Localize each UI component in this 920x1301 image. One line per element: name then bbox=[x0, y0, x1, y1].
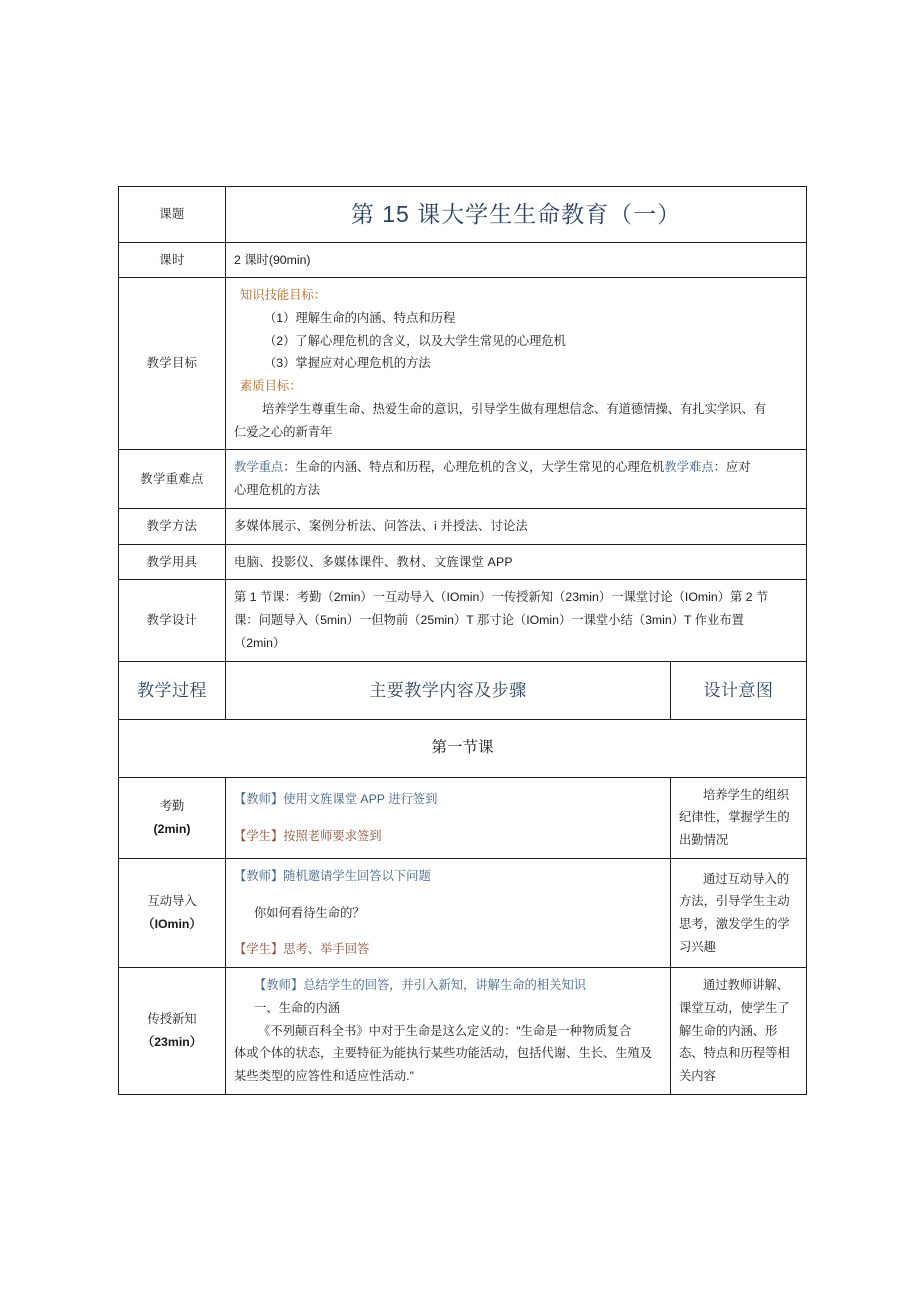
table-row-new-knowledge bbox=[119, 968, 807, 1095]
speaker-teacher-text: 随机邀请学生回答以下问题 bbox=[283, 868, 431, 883]
table-row-attendance bbox=[119, 777, 807, 858]
design-line: 第 1 节课：考勤（2min）一互动导入（IOmin）一传授新知（23min）一课堂讨论（IOmin）第 2 节 bbox=[234, 590, 769, 605]
quality-objectives-text: 培养学生尊重生命、热爱生命的意识，引导学生做有理想信念、有道德情操、有扎实学识、有 bbox=[262, 401, 767, 416]
content-line-student bbox=[234, 825, 662, 848]
tools-value: 电脑、投影仪、多媒体课件、教材、文旌课堂 APP bbox=[226, 544, 807, 580]
keypoints-line2: 心理危机的方法 bbox=[234, 483, 321, 498]
stage-time: (2min) bbox=[153, 821, 191, 836]
table-row-keypoints bbox=[119, 450, 807, 508]
table-row-objectives bbox=[119, 278, 807, 450]
content-attendance bbox=[226, 777, 671, 858]
table-row-hours bbox=[119, 242, 807, 278]
speaker-student-label: 【学生】 bbox=[234, 942, 284, 957]
objective-item: （3）掌握应对心理危机的方法 bbox=[264, 356, 431, 371]
content-paragraph-cont: 体或个体的状态，主要特征为能执行某些功能活动，包括代谢、生长、生殖及 bbox=[234, 1046, 653, 1061]
table-row-methods bbox=[119, 508, 807, 544]
row-label-objectives: 教学目标 bbox=[119, 278, 226, 450]
quality-objectives-text-cont: 仁爱之心的新青年 bbox=[234, 424, 333, 439]
header-process: 教学过程 bbox=[119, 661, 226, 719]
speaker-teacher-label: 【教师】 bbox=[234, 792, 284, 807]
content-spacer bbox=[234, 924, 662, 938]
knowledge-objectives-heading: 知识技能目标： bbox=[240, 288, 327, 303]
section-title: 第一节课 bbox=[119, 720, 807, 778]
intent-attendance: 培养学生的组织纪律性，掌握学生的出勤情况 bbox=[671, 777, 807, 858]
table-row-topic bbox=[119, 187, 807, 243]
content-new-knowledge bbox=[226, 968, 671, 1095]
table-row-design bbox=[119, 580, 807, 661]
stage-name: 互动导入 bbox=[147, 894, 197, 909]
speaker-teacher-text: 总结学生的回答，并引入新知，讲解生命的相关知识 bbox=[303, 978, 587, 993]
content-spacer bbox=[234, 888, 662, 902]
content-line-teacher bbox=[234, 974, 662, 997]
stage-attendance bbox=[119, 777, 226, 858]
row-label-keypoints: 教学重难点 bbox=[119, 450, 226, 508]
lesson-plan-table bbox=[118, 186, 807, 1095]
speaker-teacher-text: 使用文旌课堂 APP 进行签到 bbox=[283, 792, 438, 807]
stage-name: 考勤 bbox=[159, 799, 185, 814]
speaker-student-label: 【学生】 bbox=[234, 828, 284, 843]
stage-interactive-intro bbox=[119, 858, 226, 967]
content-subheading: 一、生命的内涵 bbox=[254, 1000, 341, 1015]
table-row-tools bbox=[119, 544, 807, 580]
design-cell bbox=[226, 580, 807, 661]
objective-item: （1）理解生命的内涵、特点和历程 bbox=[264, 311, 456, 326]
content-line-teacher bbox=[234, 865, 662, 888]
hours-value: 2 课时(90min) bbox=[226, 242, 807, 278]
content-paragraph-cont: 某些类型的应答性和适应性活动." bbox=[234, 1069, 414, 1084]
table-row-interactive-intro bbox=[119, 858, 807, 967]
stage-time: （IOmin） bbox=[142, 916, 202, 931]
content-paragraph: 《不列颠百科全书》中对于生命是这么定义的："生命是一种物质复合 bbox=[258, 1023, 632, 1038]
content-line-student bbox=[234, 938, 662, 961]
row-label-tools: 教学用具 bbox=[119, 544, 226, 580]
stage-time: （23min） bbox=[141, 1034, 203, 1049]
content-line-question: 你如何看待生命的？ bbox=[254, 905, 365, 920]
key-point-text: ：生命的内涵、特点和历程，心理危机的含义，大学生常见的心理危机 bbox=[283, 460, 665, 475]
row-label-design: 教学设计 bbox=[119, 580, 226, 661]
content-interactive-intro bbox=[226, 858, 671, 967]
page-title: 第 15 课大学生生命教育（一） bbox=[350, 201, 682, 227]
intent-interactive-intro: 通过互动导入的方法，引导学生主动思考，激发学生的学习兴趣 bbox=[671, 858, 807, 967]
intent-new-knowledge: 通过教师讲解、课堂互动，使学生了解生命的内涵、形态、特点和历程等相关内容 bbox=[671, 968, 807, 1095]
keypoints-cell bbox=[226, 450, 807, 508]
speaker-teacher-label: 【教师】 bbox=[254, 978, 304, 993]
methods-value: 多媒体展示、案例分析法、问答法、i 并授法、讨论法 bbox=[226, 508, 807, 544]
key-point-label: 教学重点 bbox=[234, 460, 284, 475]
row-label-methods: 教学方法 bbox=[119, 508, 226, 544]
stage-name: 传授新知 bbox=[147, 1012, 197, 1027]
row-label-hours: 课时 bbox=[119, 242, 226, 278]
difficult-point-label: 教学难点 bbox=[664, 460, 714, 475]
header-design-intent: 设计意图 bbox=[671, 661, 807, 719]
objective-item: （2）了解心理危机的含义，以及大学生常见的心理危机 bbox=[264, 333, 566, 348]
difficult-point-text: ：应对 bbox=[713, 460, 751, 475]
design-line: （2min） bbox=[234, 635, 286, 650]
objectives-cell bbox=[226, 278, 807, 450]
keypoints-line1 bbox=[234, 456, 798, 479]
speaker-student-text: 按照老师要求签到 bbox=[283, 828, 382, 843]
content-line-teacher bbox=[234, 788, 662, 811]
process-header-row bbox=[119, 661, 807, 719]
speaker-teacher-label: 【教师】 bbox=[234, 868, 284, 883]
stage-new-knowledge bbox=[119, 968, 226, 1095]
lesson-title-cell bbox=[226, 187, 807, 243]
content-spacer bbox=[234, 811, 662, 825]
row-label-topic: 课题 bbox=[119, 187, 226, 243]
header-content-steps: 主要教学内容及步骤 bbox=[226, 661, 671, 719]
section-title-row bbox=[119, 720, 807, 778]
design-line: 课：问题导入（5min）一但物前（25min）T 那寸论（IOmin）一课堂小结（3min）T 作业布置 bbox=[234, 613, 744, 628]
speaker-student-text: 思考、举手回答 bbox=[283, 942, 370, 957]
quality-objectives-heading: 素质目标： bbox=[240, 379, 302, 394]
